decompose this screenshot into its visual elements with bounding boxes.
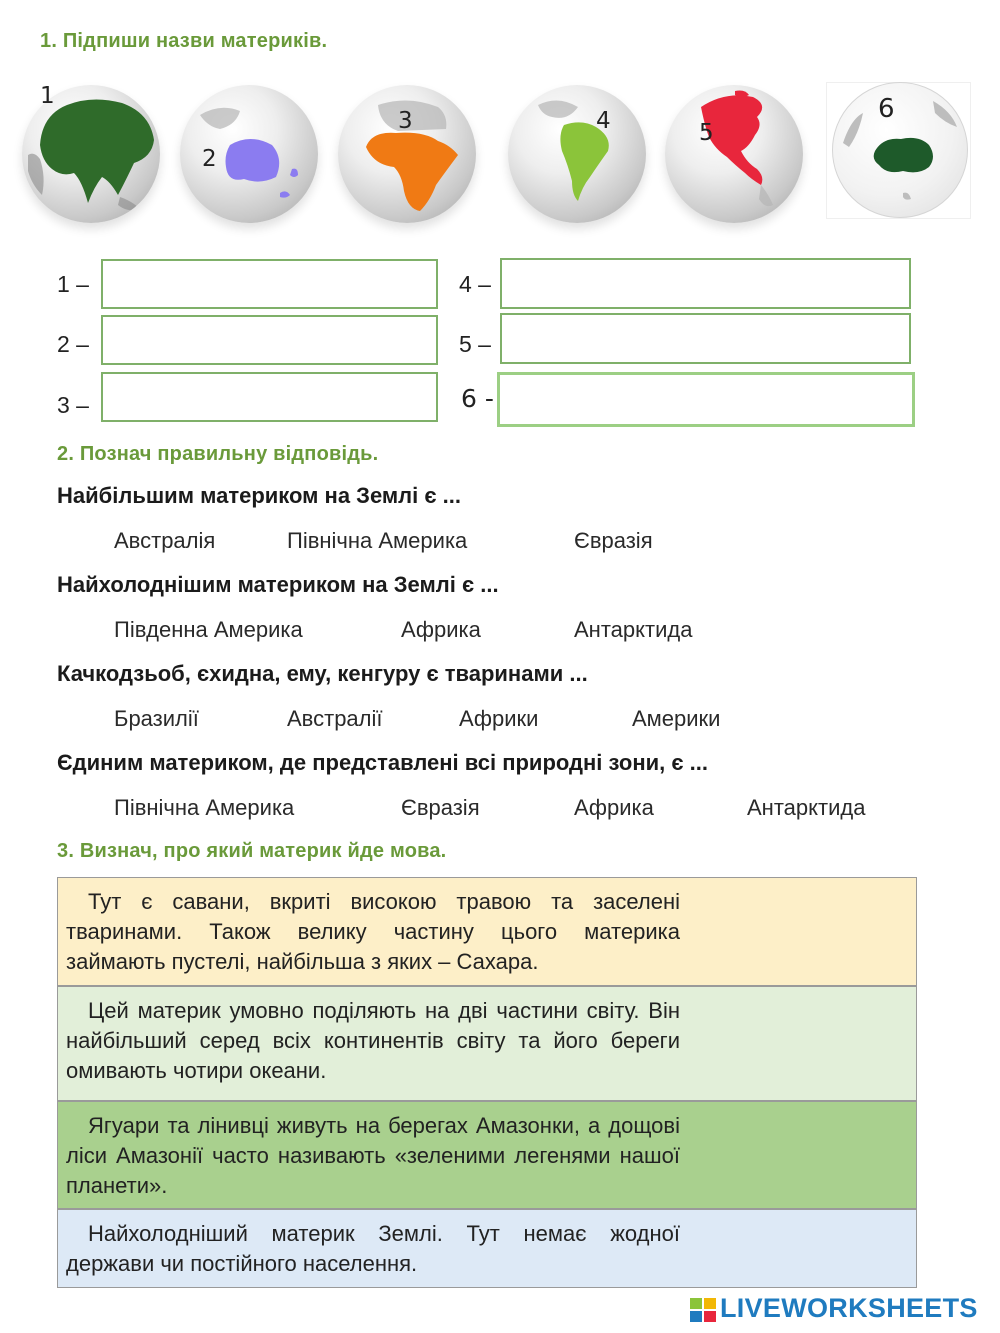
q4-option-4[interactable]: Антарктида (747, 795, 866, 820)
question-3: Качкодзьоб, єхидна, ему, кенгуру є тваринами ... (57, 661, 588, 686)
answer-input-2[interactable] (103, 317, 436, 363)
q1-option-2[interactable]: Північна Америка (287, 528, 468, 553)
globe-number-6: 6 (878, 94, 895, 124)
q3-option-3[interactable]: Африки (459, 706, 539, 731)
antarctica-map-icon (833, 83, 967, 217)
q2-option-2[interactable]: Африка (401, 617, 481, 642)
answer-field-3[interactable] (101, 372, 438, 422)
description-antarctica (57, 1209, 917, 1288)
q1-option-3[interactable]: Євразія (574, 528, 653, 553)
description-eurasia (57, 986, 917, 1101)
answer-field-2[interactable] (101, 315, 438, 365)
q1-option-1[interactable]: Австралія (114, 528, 216, 553)
q3-option-1[interactable]: Бразилії (114, 706, 199, 731)
answer-field-6[interactable] (497, 372, 915, 427)
liveworksheets-logo-icon (690, 1298, 716, 1322)
globe-south-america (508, 85, 646, 223)
q3-option-2[interactable]: Австралії (287, 706, 383, 731)
globe-north-america (665, 85, 803, 223)
answer-field-1[interactable] (101, 259, 438, 309)
answer-input-6[interactable] (500, 375, 912, 424)
answer-label-2: 2 – (57, 331, 89, 357)
africa-map-icon (338, 85, 476, 223)
answer-input-3[interactable] (103, 374, 436, 420)
description-africa (57, 877, 917, 986)
liveworksheets-logo[interactable]: LIVEWORKSHEETS (720, 1293, 978, 1323)
globe-africa (338, 85, 476, 223)
answer-field-5[interactable] (500, 313, 911, 364)
q4-option-2[interactable]: Євразія (401, 795, 480, 820)
australia-map-icon (180, 85, 318, 223)
q4-option-3[interactable]: Африка (574, 795, 654, 820)
globe-number-5: 5 (699, 120, 714, 146)
south-america-map-icon (508, 85, 646, 223)
question-1: Найбільшим материком на Землі є ... (57, 483, 461, 508)
answer-label-4: 4 – (459, 271, 491, 297)
q2-option-3[interactable]: Антарктида (574, 617, 693, 642)
globe-antarctica (832, 82, 968, 218)
answer-label-6: 6 - (461, 384, 494, 413)
globe-number-4: 4 (596, 108, 611, 134)
question-2: Найхолоднішим материком на Землі є ... (57, 572, 499, 597)
answer-input-4[interactable] (502, 260, 909, 307)
globe-number-3: 3 (398, 108, 413, 134)
answer-input-1[interactable] (103, 261, 436, 307)
globe-number-1: 1 (40, 83, 55, 109)
answer-label-1: 1 – (57, 271, 89, 297)
answer-input-5[interactable] (502, 315, 909, 362)
q4-option-1[interactable]: Північна Америка (114, 795, 295, 820)
north-america-map-icon (665, 85, 803, 223)
task3-title: 3. Визнач, про який материк йде мова. (57, 840, 447, 862)
description-1-text: Тут є савани, вкриті високою травою та заселені тваринами. Також велику частину цього материка займають пустелі, найбільша з яких – Сахара. (66, 889, 680, 974)
description-2-text: Цей материк умовно поділяють на дві частини світу. Він найбільший серед всіх континентів світу та його береги омивають чотири океани. (66, 998, 680, 1083)
globe-australia (180, 85, 318, 223)
description-4-text: Найхолодніший материк Землі. Тут немає жодної держави чи постійного населення. (66, 1221, 680, 1276)
answer-label-5: 5 – (459, 331, 491, 357)
q3-option-4[interactable]: Америки (632, 706, 721, 731)
question-4: Єдиним материком, де представлені всі природні зони, є ... (57, 750, 708, 775)
task2-title: 2. Познач правильну відповідь. (57, 443, 379, 465)
description-south-america (57, 1101, 917, 1209)
answer-field-4[interactable] (500, 258, 911, 309)
q2-option-1[interactable]: Південна Америка (114, 617, 303, 642)
task1-title: 1. Підпиши назви материків. (40, 30, 328, 52)
answer-label-3: 3 – (57, 392, 89, 418)
globe-number-2: 2 (202, 146, 217, 172)
description-3-text: Ягуари та лінивці живуть на берегах Амазонки, а дощові ліси Амазонії часто називають «зеленими легенями нашої планети». (66, 1113, 680, 1198)
